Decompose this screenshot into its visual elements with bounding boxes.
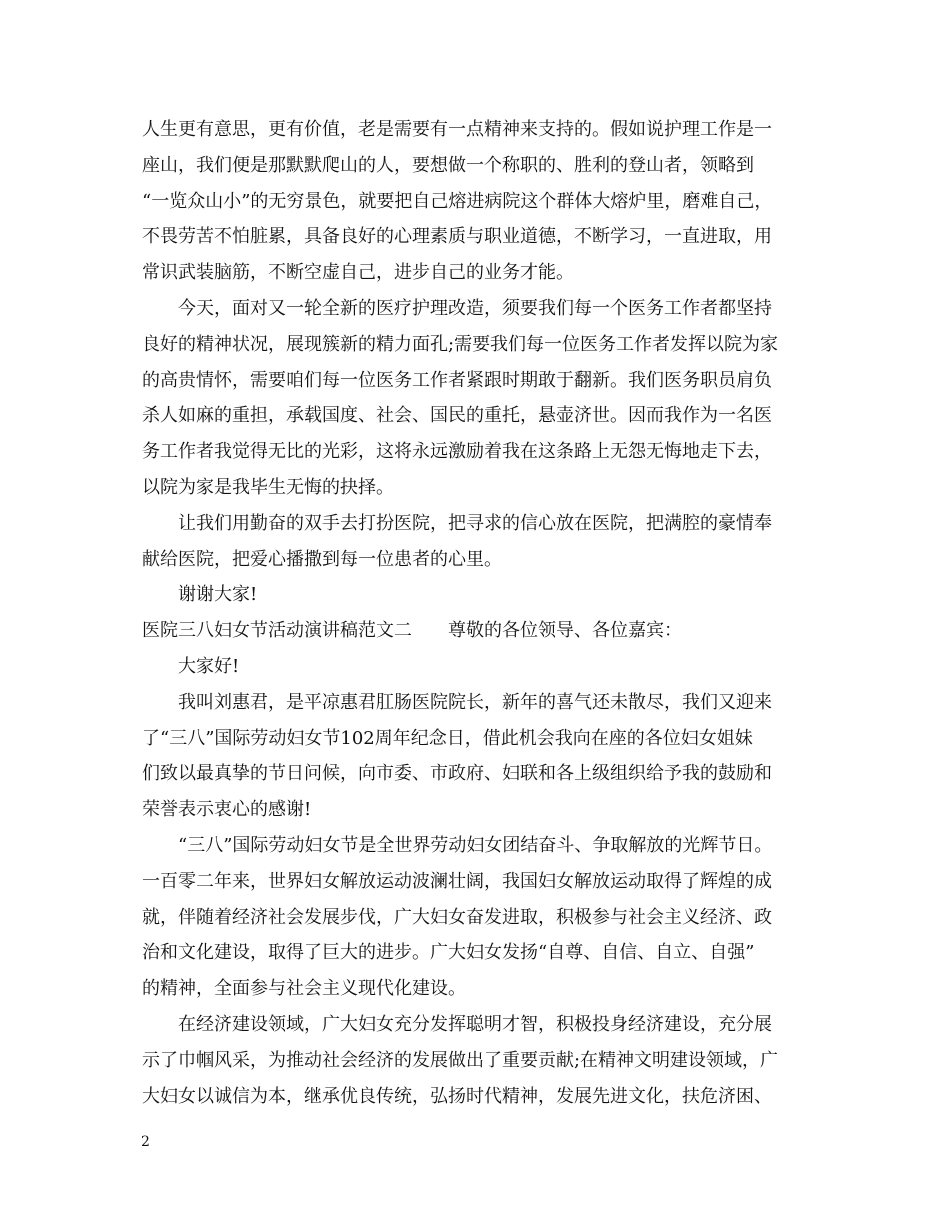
text-line: “一览众山小”的无穷景色，就要把自己熔进病院这个群体大熔炉里，磨难自己， [142,190,773,212]
text-line: 杀人如麻的重担，承载国度、社会、国民的重托，悬壶济世。因而我作为一名医 [142,405,772,427]
text-line: 的精神，全面参与社会主义现代化建设。 [142,978,466,1000]
text-line: 常识武装脑筋，不断空虚自己，进步自己的业务才能。 [142,262,574,284]
text-line: 座山，我们便是那默默爬山的人，要想做一个称职的、胜利的登山者，领略到 [142,154,754,176]
text-line: 荣誉表示衷心的感谢! [142,799,312,821]
salutation: 尊敬的各位领导、各位嘉宾： [448,620,682,642]
text-line: 大妇女以诚信为本，继承优良传统，弘扬时代精神，发展先进文化，扶危济困、 [142,1085,772,1107]
text-line: 人生更有意思，更有价值，老是需要有一点精神来支持的。假如说护理工作是一 [142,119,772,140]
text-line: 就，伴随着经济社会发展步伐，广大妇女奋发进取，积极参与社会主义经济、政 [142,906,772,928]
text-line: 务工作者我觉得无比的光彩，这将永远激励着我在这条路上无怨无悔地走下去， [142,441,772,463]
text-line: 示了巾帼风采，为推动社会经济的发展做出了重要贡献;在精神文明建设领域，广 [142,1049,779,1071]
paragraph-first-line: 我叫刘惠君，是平凉惠君肛肠医院院长，新年的喜气还未散尽，我们又迎来 [178,691,772,713]
text-line: 治和文化建设，取得了巨大的进步。广大妇女发扬“自尊、自信、自立、自强” [142,942,755,964]
text-line: 一百零二年来，世界妇女解放运动波澜壮阔，我国妇女解放运动取得了辉煌的成 [142,870,772,892]
text-line: 的高贵情怀，需要咱们每一位医务工作者紧跟时期敢于翻新。我们医务职员肩负 [142,369,772,391]
paragraph-first-line: “三八”国际劳动妇女节是全世界劳动妇女团结奋斗、争取解放的光辉节日。 [178,834,773,856]
text-line: 们致以最真挚的节日问候，向市委、市政府、妇联和各上级组织给予我的鼓励和 [142,763,772,785]
text-line: 献给医院，把爱心播撒到每一位患者的心里。 [142,548,502,570]
page-number: 2 [141,1134,150,1150]
body-text [142,112,822,1114]
text-line: 以院为家是我毕生无悔的抉择。 [142,476,394,498]
text-line: 良好的精神状况，展现簇新的精力面孔;需要我们每一位医务工作者发挥以院为家 [142,333,779,355]
greeting: 大家好! [178,655,240,677]
section-title: 医院三八妇女节活动演讲稿范文二 [142,620,412,642]
paragraph-first-line: 在经济建设领域，广大妇女充分发挥聪明才智，积极投身经济建设，充分展 [178,1013,772,1035]
closing-thanks: 谢谢大家! [178,584,258,606]
text-line: 不畏劳苦不怕脏累，具备良好的心理素质与职业道德，不断学习，一直进取，用 [142,226,772,248]
text-line: 了“三八”国际劳动妇女节102周年纪念日，借此机会我向在座的各位妇女姐妹 [142,727,753,749]
section-heading-line [142,613,822,649]
paragraph-first-line: 今天，面对又一轮全新的医疗护理改造，须要我们每一个医务工作者都坚持 [178,297,772,319]
paragraph-first-line: 让我们用勤奋的双手去打扮医院，把寻求的信心放在医院，把满腔的豪情奉 [178,512,772,534]
